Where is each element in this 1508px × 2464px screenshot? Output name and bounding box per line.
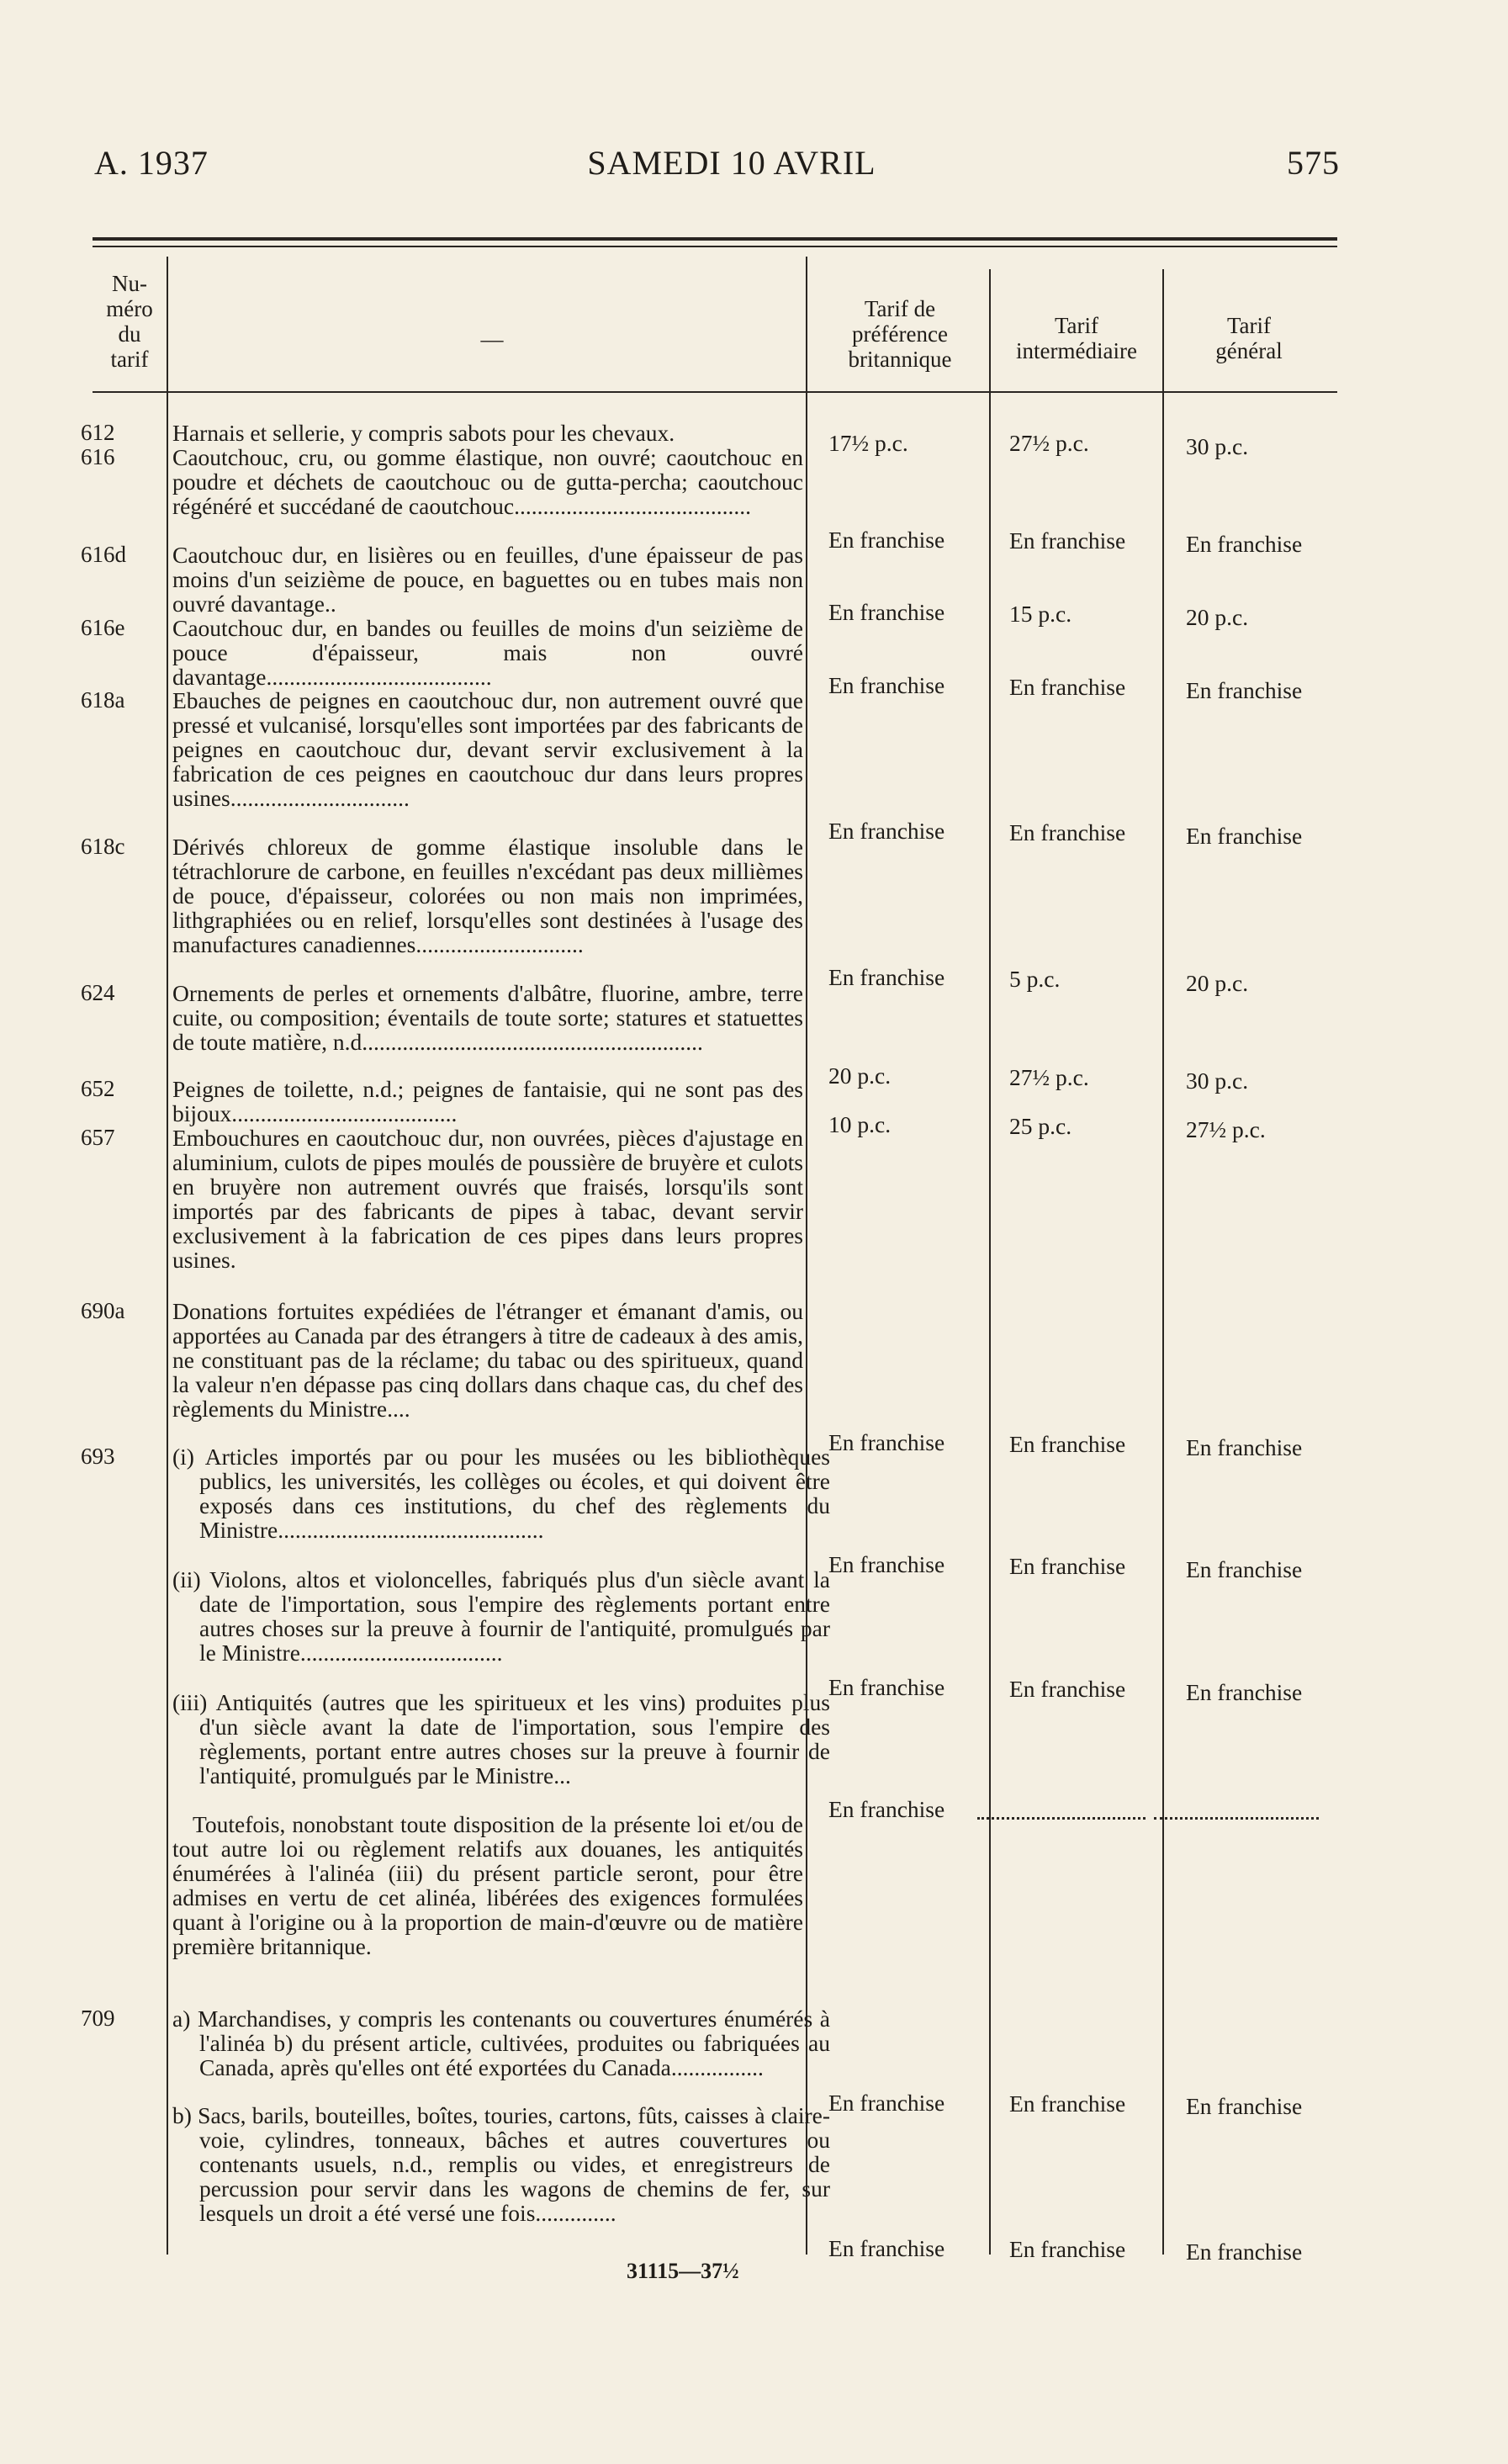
- rate-intermediate: 15 p.c.: [1009, 601, 1072, 627]
- rate-general: En franchise: [1186, 2093, 1303, 2119]
- header-preference: Tarif de préférence britannique: [848, 296, 952, 372]
- rate-preference: En franchise: [828, 527, 945, 553]
- item-description: b) Sacs, barils, bouteilles, boîtes, touries, cartons, fûts, caisses à claire-voie, cylindres, tonneaux, bâches et autres couvertures ou contenants usuels, n.d., remplis ou vides, et enregistreurs de percussion pour servir dans les wagons de chemins de fer, sur lesquels un droit a été versé une fois..............: [172, 2102, 830, 2226]
- header-bottom-rule: [93, 391, 1337, 393]
- tariff-number: 652: [81, 1076, 115, 1101]
- tariff-number: 709: [81, 2006, 115, 2031]
- rate-intermediate: En franchise: [1009, 819, 1126, 845]
- item-description: (ii) Violons, altos et violoncelles, fabriqués plus d'un siècle avant la date de l'importation, sous l'empire des règlements portant entre autres choses sur la preuve à fournir de l'antiquité, promulgués par le Ministre...................................: [172, 1566, 830, 1666]
- item-description: Toutefois, nonobstant toute disposition de la présente loi et/ou de tout autre loi ou règlement relatifs aux douanes, les antiquités énumérées à l'alinéa (iii) du présent particle seront, pour être admises en vertu de cet alinéa, libérées des exigences formulées quant à l'origine ou à la proportion de main-d'œuvre ou de matière première britannique.: [172, 1811, 803, 1959]
- rate-preference: En franchise: [828, 1429, 945, 1455]
- rate-general: En franchise: [1186, 1556, 1303, 1582]
- rate-general: 20 p.c.: [1186, 604, 1249, 630]
- rate-preference: En franchise: [828, 818, 945, 844]
- item-description: a) Marchandises, y compris les contenants ou couvertures énumérés à l'alinéa b) du présent article, cultivées, produites ou fabriquées au Canada, après qu'elles ont été exportées du Canada................: [172, 2006, 830, 2080]
- rate-intermediate: En franchise: [1009, 527, 1126, 554]
- item-description: Embouchures en caoutchouc dur, non ouvrées, pièces d'ajustage en aluminium, culots de pipes moulés de poussière de bruyère et culots en bruyère non autrement ouvrés que fraisés, lorsqu'ils sont importés par des fabricants de pipes à tabac, devant servir exclusivement à la fabrication de ces pipes dans leurs propres usines.: [172, 1125, 803, 1273]
- rate-intermediate: En franchise: [1009, 1553, 1126, 1579]
- item-description: Ebauches de peignes en caoutchouc dur, non autrement ouvré que pressé et vulcanisé, lorsqu'elles sont importées par des fabricants de peignes en caoutchouc dur, devant servir exclusivement à la fabrication de ces peignes en caoutchouc dur dans leurs propres usines...............................: [172, 687, 803, 811]
- rate-preference: En franchise: [828, 1551, 945, 1577]
- item-description: Caoutchouc dur, en lisières ou en feuilles, d'une épaisseur de pas moins d'un seizième de pouce, en baguettes ou en tubes mais non ouvré davantage..: [172, 542, 803, 617]
- header-general: Tarif général: [1215, 313, 1283, 363]
- tariff-number: 616: [81, 444, 115, 469]
- rate-general: 20 p.c.: [1186, 970, 1249, 996]
- col-line-pref: [989, 269, 991, 2255]
- item-description: (iii) Antiquités (autres que les spiritueux et les vins) produites plus d'un siècle avant la date de l'importation, sous l'empire des règlements, portant entre autres choses sur la preuve à fournir de l'antiquité, promulgués par le Ministre...: [172, 1689, 830, 1788]
- rate-intermediate: En franchise: [1009, 1431, 1126, 1457]
- running-head-left: A. 1937: [94, 144, 209, 182]
- item-description: (i) Articles importés par ou pour les musées ou les bibliothèques publics, les universités, les collèges ou écoles, et qui doivent être exposés dans ces institutions, du chef des règlements du Ministre..............................................: [172, 1444, 830, 1543]
- header-desc: —: [480, 326, 504, 352]
- dotted-leader: [977, 1817, 1146, 1820]
- item-description: Peignes de toilette, n.d.; peignes de fantaisie, qui ne sont pas des bijoux.......................................: [172, 1076, 803, 1126]
- rate-intermediate: 5 p.c.: [1009, 966, 1061, 992]
- rate-intermediate: 27½ p.c.: [1009, 430, 1089, 456]
- rate-general: En franchise: [1186, 1679, 1303, 1705]
- rate-general: En franchise: [1186, 1434, 1303, 1460]
- rate-preference: 17½ p.c.: [828, 430, 908, 456]
- col-line-num: [167, 257, 168, 2255]
- item-description: Dérivés chloreux de gomme élastique insoluble dans le tétrachlorure de carbone, en feuilles n'excédant pas deux millièmes de pouce, d'épaisseur, colorées ou non mais non imprimées, lithgraphiées ou en relief, lorsqu'elles sont destinées à l'usage des manufactures canadiennes.............................: [172, 834, 803, 957]
- header-num: Nu- méro du tarif: [106, 271, 153, 372]
- tariff-number: 618c: [81, 834, 125, 859]
- rate-preference: 10 p.c.: [828, 1111, 892, 1137]
- rate-preference: En franchise: [828, 1674, 945, 1700]
- dotted-leader: [1154, 1817, 1319, 1820]
- rate-general: 27½ p.c.: [1186, 1116, 1266, 1142]
- rate-general: En franchise: [1186, 531, 1303, 557]
- rate-preference: En franchise: [828, 2235, 945, 2261]
- rate-intermediate: 25 p.c.: [1009, 1113, 1072, 1139]
- tariff-number: 616d: [81, 542, 126, 567]
- tariff-number: 616e: [81, 615, 125, 640]
- rate-intermediate: En franchise: [1009, 1676, 1126, 1702]
- rate-preference: 20 p.c.: [828, 1062, 892, 1089]
- header-intermediate: Tarif intermédiaire: [1016, 313, 1137, 363]
- print-code: 31115—37½: [627, 2259, 739, 2283]
- tariff-number: 693: [81, 1444, 115, 1469]
- top-rule-thin: [93, 246, 1337, 247]
- rate-general: En franchise: [1186, 823, 1303, 849]
- tariff-number: 624: [81, 980, 115, 1005]
- rate-preference: En franchise: [828, 1796, 945, 1822]
- rate-intermediate: 27½ p.c.: [1009, 1064, 1089, 1090]
- rate-preference: En franchise: [828, 964, 945, 990]
- rate-general: 30 p.c.: [1186, 1068, 1249, 1094]
- col-line-desc: [806, 257, 807, 2255]
- item-description: Caoutchouc, cru, ou gomme élastique, non ouvré; caoutchouc en poudre et déchets de caoutchouc ou de gutta-percha; caoutchouc régénéré et succédané de caoutchouc.........................................: [172, 444, 803, 519]
- tariff-number: 690a: [81, 1298, 125, 1323]
- rate-general: 30 p.c.: [1186, 433, 1249, 459]
- item-description: Harnais et sellerie, y compris sabots pour les chevaux.: [172, 420, 675, 446]
- top-rule-thick: [93, 237, 1337, 241]
- rate-general: En franchise: [1186, 2239, 1303, 2265]
- item-description: Donations fortuites expédiées de l'étranger et émanant d'amis, ou apportées au Canada par des étrangers à titre de cadeaux à des amis, ne constituant pas de la réclame; du tabac ou des spiritueux, quand la valeur n'en dépasse pas cinq dollars dans chaque cas, du chef des règlements du Ministre....: [172, 1298, 803, 1422]
- col-line-inter: [1162, 269, 1164, 2255]
- item-description: Caoutchouc dur, en bandes ou feuilles de moins d'un seizième de pouce d'épaisseur, mais non ouvré davantage.......................................: [172, 615, 803, 690]
- tariff-number: 612: [81, 420, 115, 445]
- rate-preference: En franchise: [828, 672, 945, 698]
- rate-intermediate: En franchise: [1009, 674, 1126, 700]
- rate-intermediate: En franchise: [1009, 2090, 1126, 2117]
- rate-general: En franchise: [1186, 677, 1303, 703]
- page-number: 575: [1287, 144, 1340, 182]
- rate-preference: En franchise: [828, 2090, 945, 2116]
- rate-preference: En franchise: [828, 599, 945, 625]
- tariff-number: 618a: [81, 687, 125, 713]
- item-description: Ornements de perles et ornements d'albâtre, fluorine, ambre, terre cuite, ou composition; éventails de toute sorte; statures et statuettes de toute matière, n.d...........................................................: [172, 980, 803, 1055]
- tariff-number: 657: [81, 1125, 115, 1150]
- rate-intermediate: En franchise: [1009, 2236, 1126, 2262]
- running-head-title: SAMEDI 10 AVRIL: [587, 144, 876, 182]
